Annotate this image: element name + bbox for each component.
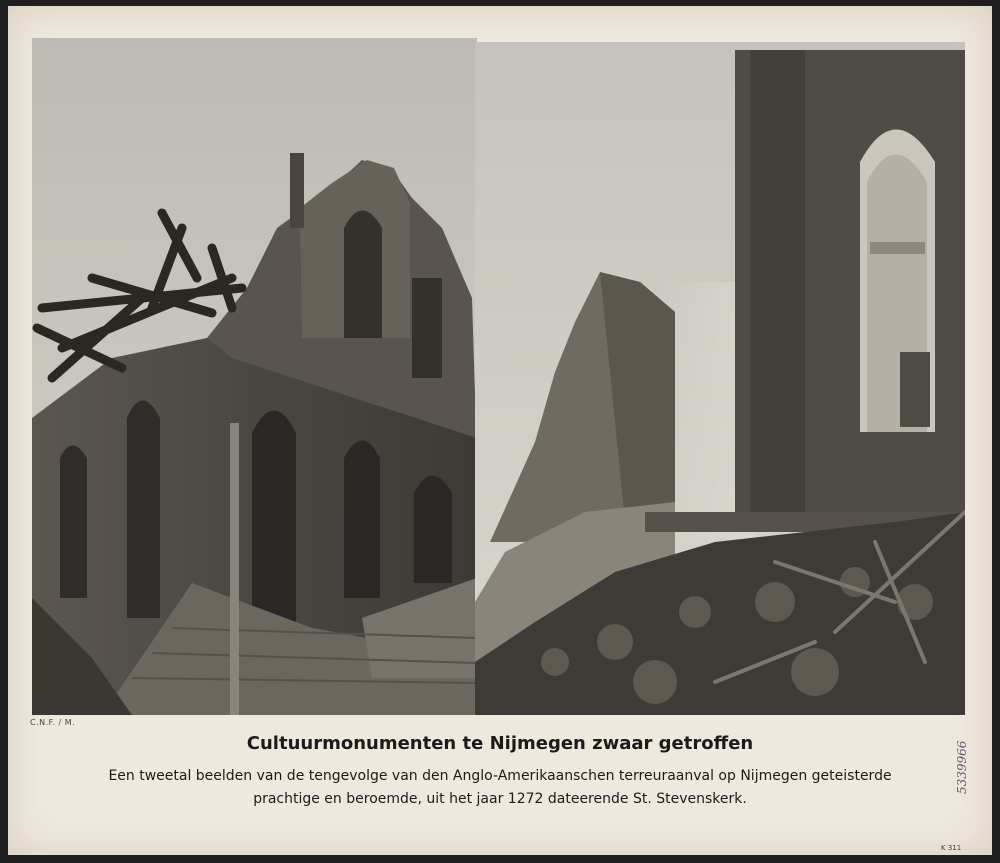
photo-left-church-tower (32, 38, 477, 715)
photo-right-ruined-wall (475, 42, 965, 715)
catalog-code: K 311 (941, 844, 962, 852)
handwritten-inventory-number: 5339966 (955, 740, 969, 794)
postcard (8, 6, 992, 855)
caption-line-1: Een tweetal beelden van de tengevolge van den Anglo-Amerikaanschen terreuraanval op Nijmegen geteisterde (108, 768, 892, 784)
caption-line-2: prachtige en beroemde, uit het jaar 1272 dateerende St. Stevenskerk. (253, 791, 747, 807)
photo-credit: C.N.F. / M. (30, 718, 76, 727)
caption (68, 765, 932, 811)
page-title: Cultuurmonumenten te Nijmegen zwaar getroffen (246, 733, 754, 754)
